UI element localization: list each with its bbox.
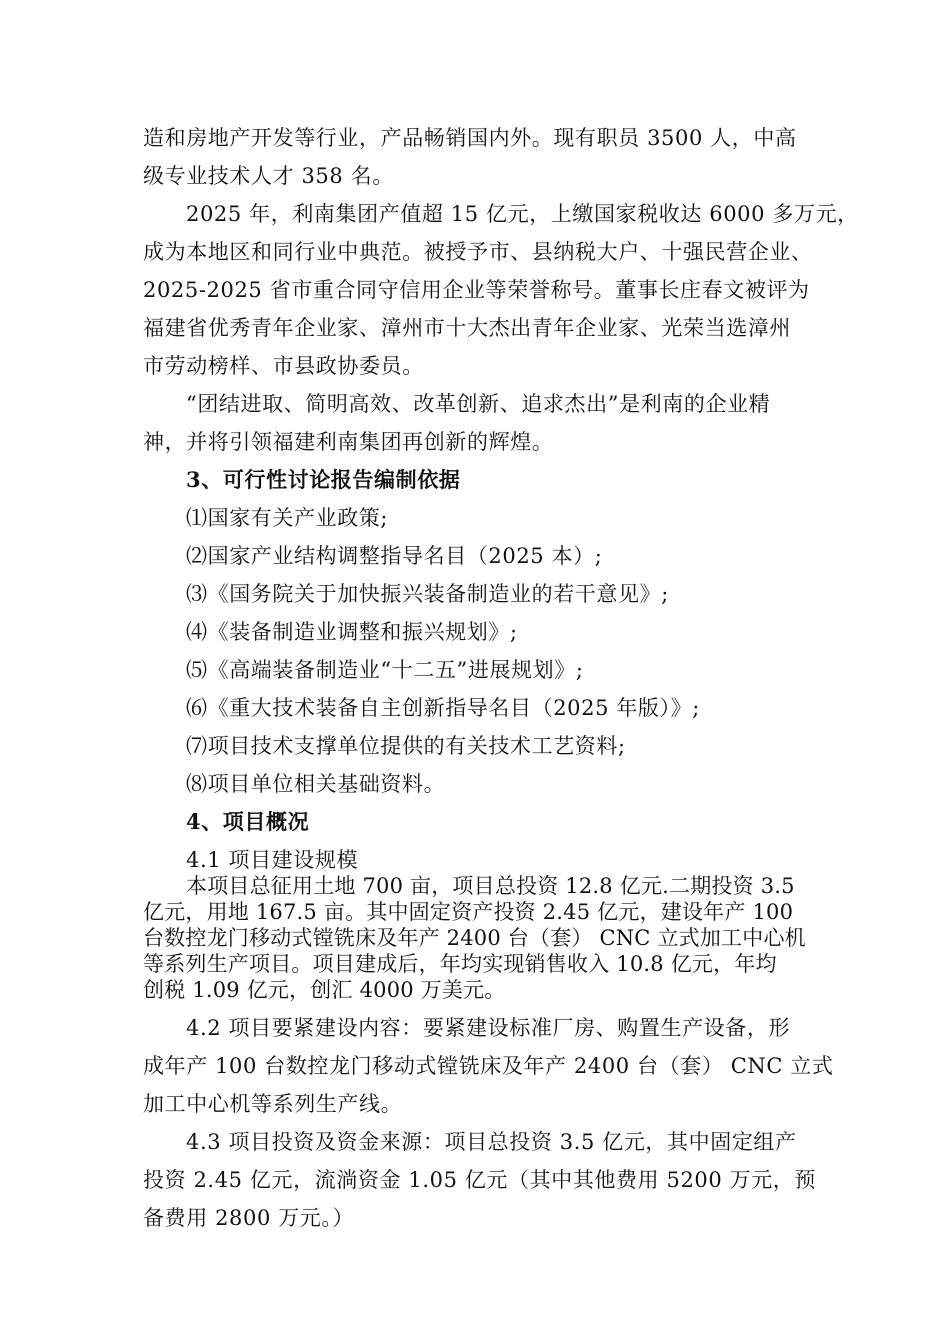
list-item: ⑻项目单位相关基础资料。 (186, 772, 446, 796)
text-line: 备费用 2800 万元。） (143, 1206, 355, 1230)
text-line: 亿元，用地 167.5 亩。其中固定资产投资 2.45 亿元，建设年产 100 (143, 900, 794, 924)
list-item: ⑷《装备制造业调整和振兴规划》; (186, 620, 518, 644)
list-item: ⑺项目技术支撑单位提供的有关技术工艺资料; (186, 734, 626, 758)
text-line: 福建省优秀青年企业家、漳州市十大杰出青年企业家、光荣当选漳州 (143, 316, 791, 340)
text-line: 2025-2025 省市重合同守信用企业等荣誉称号。董事长庄春文被评为 (143, 278, 810, 302)
text-line: 造和房地产开发等行业，产品畅销国内外。现有职员 3500 人，中高 (143, 126, 797, 150)
subsection-heading: 4.1 项目建设规模 (186, 848, 359, 872)
section-heading: 3、可行性讨论报告编制依据 (186, 467, 461, 492)
text-line: 神，并将引领福建利南集团再创新的辉煌。 (143, 430, 554, 454)
text-line: 2025 年，利南集团产值超 15 亿元，上缴国家税收达 6000 多万元， (186, 202, 859, 226)
text-line: 投资 2.45 亿元，流淌资金 1.05 亿元（其中其他费用 5200 万元，预 (143, 1168, 817, 1192)
list-item: ⑴国家有关产业政策; (186, 506, 389, 530)
list-item: ⑶《国务院关于加快振兴装备制造业的若干意见》; (186, 582, 669, 606)
text-line: 本项目总征用土地 700 亩，项目总投资 12.8 亿元.二期投资 3.5 (186, 874, 795, 898)
text-line: 级专业技术人才 358 名。 (143, 164, 394, 188)
list-item: ⑹《重大技术装备自主创新指导名目（2025 年版）》; (186, 696, 700, 720)
text-line: 创税 1.09 亿元，创汇 4000 万美元。 (143, 978, 506, 1002)
list-item: ⑸《高端装备制造业“十二五”进展规划》; (186, 658, 584, 682)
text-line: 台数控龙门移动式镗铣床及年产 2400 台（套） CNC 立式加工中心机 (143, 926, 806, 950)
text-line: 4.2 项目要紧建设内容：要紧建设标准厂房、购置生产设备，形 (186, 1016, 791, 1040)
text-line: 成为本地区和同行业中典范。被授予市、县纳税大户、十强民营企业、 (143, 240, 813, 264)
text-line: 加工中心机等系列生产线。 (143, 1092, 403, 1116)
text-line: 等系列生产项目。项目建成后，年均实现销售收入 10.8 亿元，年均 (143, 952, 777, 976)
section-heading: 4、项目概况 (186, 809, 310, 834)
list-item: ⑵国家产业结构调整指导名目（2025 本）; (186, 544, 603, 568)
text-line: “团结进取、简明高效、改革创新、追求杰出”是利南的企业精 (186, 392, 771, 416)
text-line: 成年产 100 台数控龙门移动式镗铣床及年产 2400 台（套） CNC 立式 (143, 1054, 834, 1078)
text-line: 4.3 项目投资及资金来源：项目总投资 3.5 亿元，其中固定组产 (186, 1130, 797, 1154)
text-line: 市劳动榜样、市县政协委员。 (143, 354, 424, 378)
